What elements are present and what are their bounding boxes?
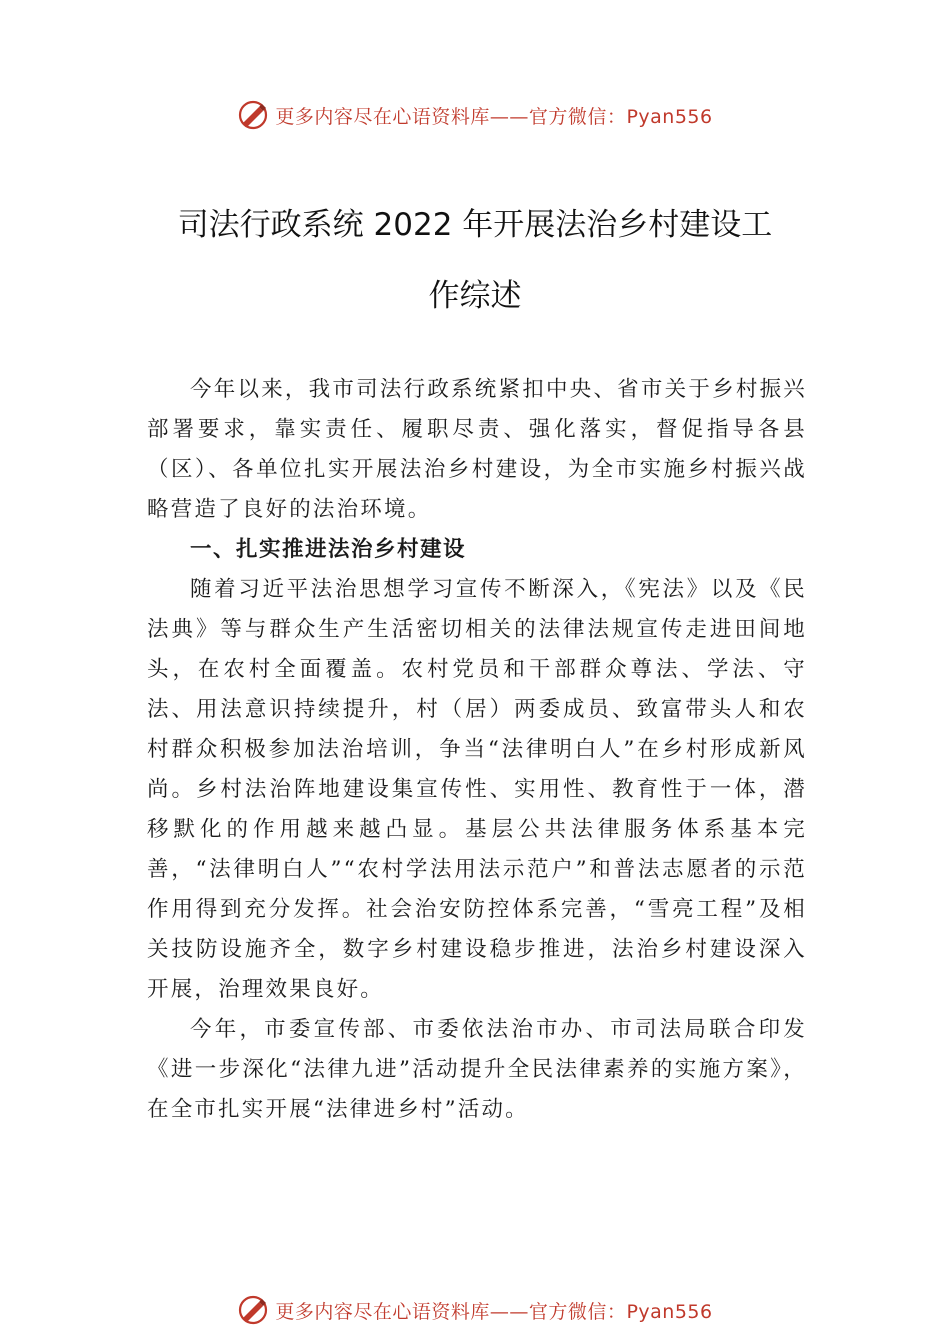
pen-logo-icon — [237, 1294, 269, 1326]
watermark-text: 更多内容尽在心语资料库——官方微信：Pyan556 — [275, 1300, 713, 1323]
title-line-2: 作综述 — [428, 278, 522, 314]
paragraph-1: 今年以来，我市司法行政系统紧扣中央、省市关于乡村振兴部署要求，靠实责任、履职尽责、强化落实，督促指导各县（区）、各单位扎实开展法治乡村建设，为全市实施乡村振兴战略营造了良好的法治环境。 — [147, 377, 807, 522]
section-heading-1: 一、扎实推进法治乡村建设 — [190, 537, 467, 562]
paragraph-2: 随着习近平法治思想学习宣传不断深入，《宪法》以及《民法典》等与群众生产生活密切相关的法律法规宣传走进田间地头，在农村全面覆盖。农村党员和干部群众尊法、学法、守法、用法意识持续提升，村（居）两委成员、致富带头人和农村群众积极参加法治培训，争当“法律明白人”在乡村形成新风尚。乡村法治阵地建设集宣传性、实用性、教育性于一体，潜移默化的作用越来越凸显。基层公共法律服务体系基本完善，“法律明白人”“农村学法用法示范户”和普法志愿者的示范作用得到充分发挥。社会治安防控体系完善，“雪亮工程”及相关技防设施齐全，数字乡村建设稳步推进，法治乡村建设深入开展，治理效果良好。 — [147, 577, 807, 1002]
watermark-text: 更多内容尽在心语资料库——官方微信：Pyan556 — [275, 105, 713, 128]
title-line-1: 司法行政系统 2022 年开展法治乡村建设工 — [177, 207, 773, 243]
paragraph-3: 今年，市委宣传部、市委依法治市办、市司法局联合印发《进一步深化“法律九进”活动提升全民法律素养的实施方案》，在全市扎实开展“法律进乡村”活动。 — [147, 1017, 807, 1122]
watermark-header — [0, 95, 950, 135]
document-body — [147, 370, 807, 1130]
pen-logo-icon — [237, 99, 269, 131]
document-title — [130, 190, 820, 332]
watermark-footer — [0, 1290, 950, 1330]
